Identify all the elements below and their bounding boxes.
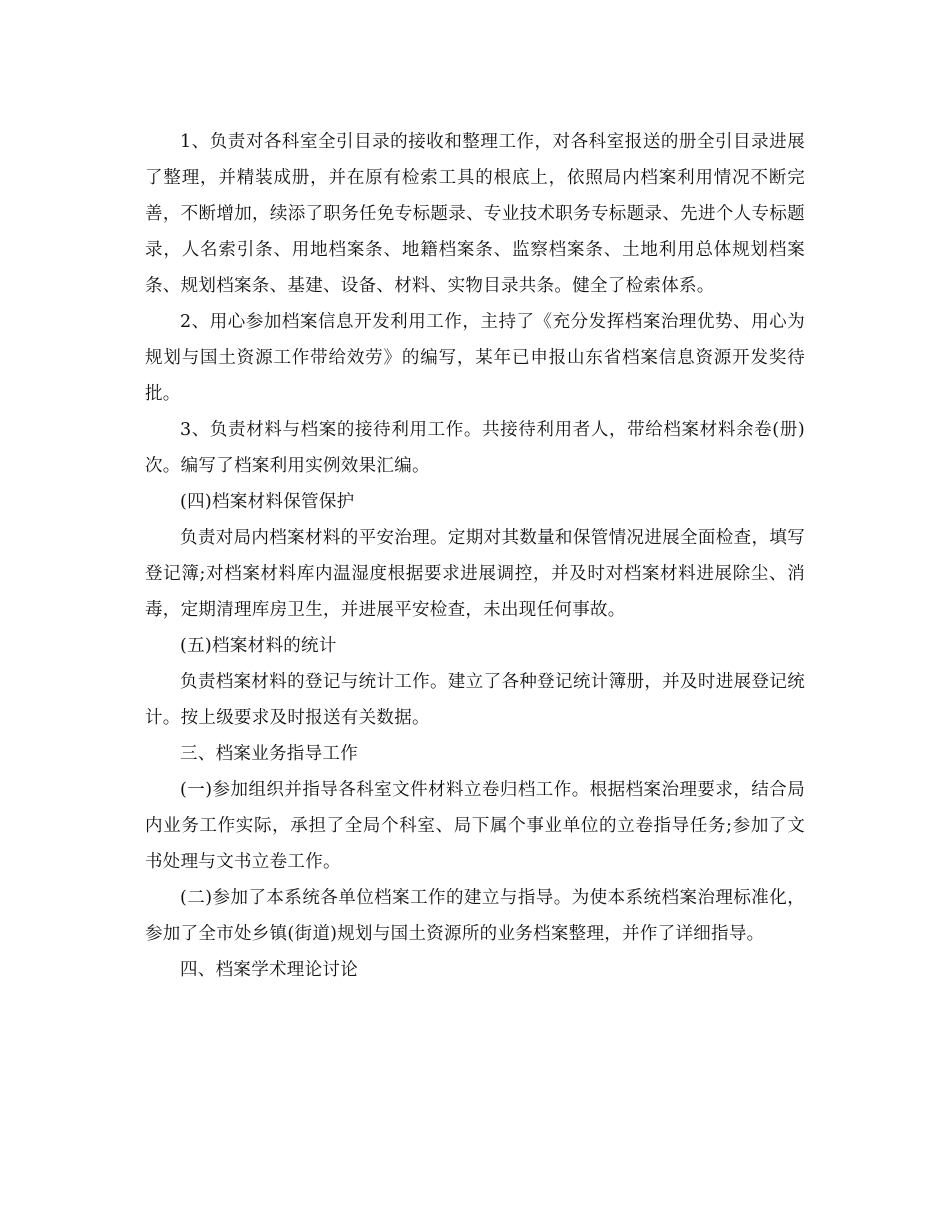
paragraph-system-guidance: (二)参加了本系统各单位档案工作的建立与指导。为使本系统档案治理标准化，参加了全市处乡镇(街道)规划与国土资源所的业务档案整理，并作了详细指导。 (145, 888, 805, 944)
heading-storage-protection: (四)档案材料保管保护 (180, 492, 355, 512)
paragraph-storage-protection: 负责对局内档案材料的平安治理。定期对其数量和保管情况进展全面检查，填写登记簿;对档案材料库内温湿度根据要求进展调控，并及时对档案材料进展除尘、消毒，定期清理库房卫生，并进展平安检查，未出现任何事故。 (145, 528, 805, 620)
paragraph-info-development: 2、用心参加档案信息开发利用工作，主持了《充分发挥档案治理优势、用心为规划与国土资源工作带给效劳》的编写，某年已申报山东省档案信息资源开发奖待批。 (145, 312, 805, 404)
heading-statistics: (五)档案材料的统计 (180, 636, 337, 656)
heading-academic-research: 四、档案学术理论讨论 (180, 960, 358, 980)
paragraph-reception-utilization: 3、负责材料与档案的接待利用工作。共接待利用者人，带给档案材料余卷(册)次。编写了档案利用实例效果汇编。 (145, 420, 805, 476)
paragraph-filing-guidance: (一)参加组织并指导各科室文件材料立卷归档工作。根据档案治理要求，结合局内业务工作实际，承担了全局个科室、局下属个事业单位的立卷指导任务;参加了文书处理与文书立卷工作。 (145, 780, 805, 872)
document-body (145, 124, 805, 988)
paragraph-catalog-work: 1、负责对各科室全引目录的接收和整理工作，对各科室报送的册全引目录进展了整理，并精装成册，并在原有检索工具的根底上，依照局内档案利用情况不断完善，不断增加，续添了职务任免专标题录、专业技术职务专标题录、先进个人专标题录，人名索引条、用地档案条、地籍档案条、监察档案条、土地利用总体规划档案条、规划档案条、基建、设备、材料、实物目录共条。健全了检索体系。 (145, 132, 805, 296)
heading-business-guidance: 三、档案业务指导工作 (180, 744, 358, 764)
paragraph-statistics: 负责档案材料的登记与统计工作。建立了各种登记统计簿册，并及时进展登记统计。按上级要求及时报送有关数据。 (145, 672, 805, 728)
